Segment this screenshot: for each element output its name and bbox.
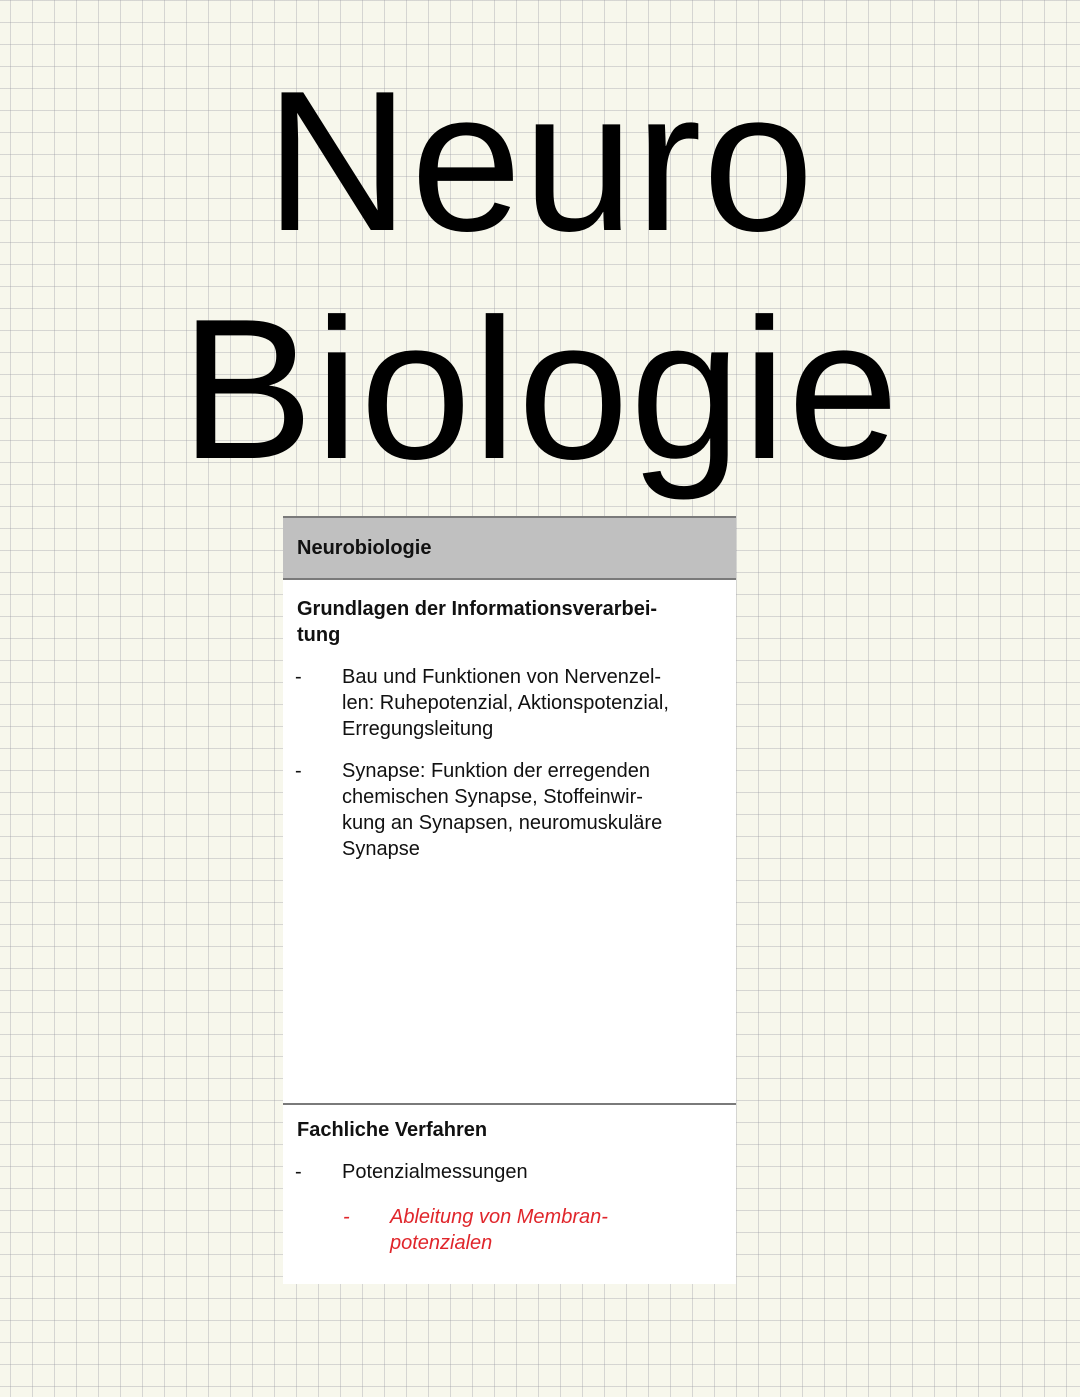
bullet-dash: - — [343, 1206, 350, 1228]
bullet-dash: - — [295, 1161, 302, 1183]
list-item-text: Potenzialmessungen — [342, 1161, 528, 1183]
bullet-dash: - — [295, 760, 302, 782]
section-heading-grundlagen: Grundlagen der Informationsverarbei- tung — [297, 598, 658, 646]
list-item-text: Bau und Funktionen von Nervenzel- len: Ruhepotenzial, Aktionspotenzial, Erregungsleitung — [342, 666, 669, 740]
list-item-text: Synapse: Funktion der erregenden chemischen Synapse, Stoffeinwir- kung an Synapsen, neuromuskuläre Synapse — [342, 760, 663, 860]
title-line-neuro: Neuro — [265, 50, 815, 273]
section-divider — [283, 1103, 736, 1105]
curriculum-card — [283, 516, 736, 1284]
title-line-biologie: Biologie — [180, 278, 900, 501]
sub-list-item-text: Ableitung von Membran- potenzialen — [390, 1206, 608, 1254]
card-header-label: Neurobiologie — [297, 537, 432, 559]
section-heading-fachliche-verfahren: Fachliche Verfahren — [297, 1119, 488, 1141]
card-header — [283, 516, 736, 580]
bullet-dash: - — [295, 666, 302, 688]
